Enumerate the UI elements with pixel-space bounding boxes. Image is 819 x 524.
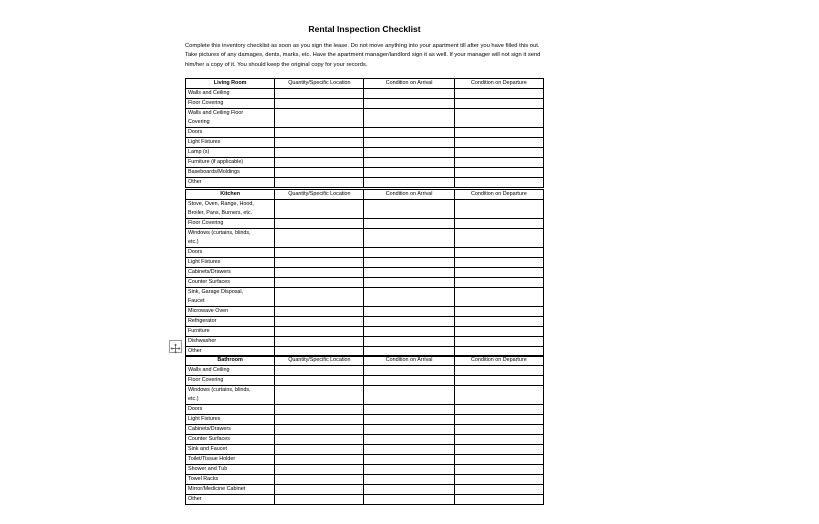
item-label xyxy=(186,386,275,405)
entry-cell[interactable] xyxy=(275,327,364,337)
entry-cell[interactable] xyxy=(454,258,543,268)
entry-cell[interactable] xyxy=(364,288,454,307)
entry-cell[interactable] xyxy=(364,278,454,288)
entry-cell[interactable] xyxy=(454,307,543,317)
entry-cell[interactable] xyxy=(454,278,543,288)
item-label xyxy=(186,415,275,425)
header-row xyxy=(186,79,544,89)
entry-cell[interactable] xyxy=(454,148,543,158)
table-row xyxy=(186,99,544,109)
entry-cell[interactable] xyxy=(275,495,364,505)
column-header: Quantity/Specific Location xyxy=(275,356,364,366)
entry-cell[interactable] xyxy=(454,89,543,99)
entry-cell[interactable] xyxy=(454,386,543,405)
table-row xyxy=(186,258,544,268)
entry-cell[interactable] xyxy=(275,268,364,278)
room-heading: Bathroom xyxy=(186,356,275,366)
table-row xyxy=(186,168,544,178)
document-title: Rental Inspection Checklist xyxy=(308,24,421,34)
column-header: Condition on Departure xyxy=(454,79,543,89)
entry-cell[interactable] xyxy=(364,327,454,337)
entry-cell[interactable] xyxy=(275,89,364,99)
column-header: Condition on Arrival xyxy=(364,79,454,89)
entry-cell[interactable] xyxy=(275,278,364,288)
item-label xyxy=(186,435,275,445)
entry-cell[interactable] xyxy=(454,128,543,138)
entry-cell[interactable] xyxy=(275,200,364,219)
entry-cell[interactable] xyxy=(364,268,454,278)
table-row xyxy=(186,425,544,435)
entry-cell[interactable] xyxy=(275,485,364,495)
entry-cell[interactable] xyxy=(275,317,364,327)
table-move-handle[interactable] xyxy=(169,340,182,353)
item-label xyxy=(186,485,275,495)
kitchen-table xyxy=(185,189,544,357)
entry-cell[interactable] xyxy=(364,475,454,485)
entry-cell[interactable] xyxy=(454,327,543,337)
entry-cell[interactable] xyxy=(364,405,454,415)
entry-cell[interactable] xyxy=(454,337,543,347)
move-arrows-icon xyxy=(170,343,181,354)
entry-cell[interactable] xyxy=(275,415,364,425)
room-heading: Kitchen xyxy=(186,190,275,200)
entry-cell[interactable] xyxy=(454,465,543,475)
table-row xyxy=(186,405,544,415)
table-row xyxy=(186,268,544,278)
entry-cell[interactable] xyxy=(454,168,543,178)
entry-cell[interactable] xyxy=(364,200,454,219)
item-label xyxy=(186,229,275,248)
entry-cell[interactable] xyxy=(454,288,543,307)
entry-cell[interactable] xyxy=(364,366,454,376)
entry-cell[interactable] xyxy=(364,445,454,455)
table-row xyxy=(186,455,544,465)
item-label xyxy=(186,465,275,475)
entry-cell[interactable] xyxy=(364,219,454,229)
entry-cell[interactable] xyxy=(454,99,543,109)
item-label-line: Doors xyxy=(188,249,203,255)
entry-cell[interactable] xyxy=(275,475,364,485)
table-row xyxy=(186,278,544,288)
column-header: Condition on Arrival xyxy=(364,190,454,200)
entry-cell[interactable] xyxy=(275,307,364,317)
entry-cell[interactable] xyxy=(454,200,543,219)
item-label xyxy=(186,178,275,188)
entry-cell[interactable] xyxy=(364,455,454,465)
item-label-line: Shower and Tub xyxy=(188,466,228,472)
item-label xyxy=(186,99,275,109)
table-row xyxy=(186,327,544,337)
entry-cell[interactable] xyxy=(364,168,454,178)
table-row xyxy=(186,376,544,386)
entry-cell[interactable] xyxy=(275,138,364,148)
item-label-line: Floor Covering xyxy=(188,100,224,106)
entry-cell[interactable] xyxy=(454,425,543,435)
entry-cell[interactable] xyxy=(454,366,543,376)
entry-cell[interactable] xyxy=(454,455,543,465)
table-row xyxy=(186,288,544,307)
item-label-line: Cabinets/Drawers xyxy=(188,269,231,275)
table-row xyxy=(186,128,544,138)
entry-cell[interactable] xyxy=(454,445,543,455)
entry-cell[interactable] xyxy=(364,485,454,495)
table-row xyxy=(186,307,544,317)
item-label-line: Walls and Ceiling Floor xyxy=(188,110,244,116)
item-label xyxy=(186,219,275,229)
item-label-line: Other xyxy=(188,496,202,502)
table-row xyxy=(186,200,544,219)
item-label-line: Stove, Oven, Range, Hood, xyxy=(188,201,254,207)
item-label-line: Counter Surfaces xyxy=(188,279,230,285)
entry-cell[interactable] xyxy=(275,229,364,248)
item-label xyxy=(186,278,275,288)
header-row xyxy=(186,190,544,200)
item-label-line: Light Fixtures xyxy=(188,259,221,265)
item-label xyxy=(186,495,275,505)
intro-paragraph: Complete this inventory checklist as soon as you sign the lease. Do not move anything into your apartment till after you have filled this out. Take pictures of any damages, dents, marks, etc. Have the apartment manager/landlord sign it as well. If your manager will not sign it send him/her a copy of it. You should keep the original copy for your records. xyxy=(185,43,541,68)
item-label xyxy=(186,366,275,376)
item-label-line: etc.) xyxy=(188,396,199,402)
entry-cell[interactable] xyxy=(275,376,364,386)
item-label xyxy=(186,158,275,168)
item-label-line: Towel Racks xyxy=(188,476,219,482)
item-label xyxy=(186,288,275,307)
item-label-line: Dishwasher xyxy=(188,338,217,344)
item-label xyxy=(186,268,275,278)
item-label-line: Doors xyxy=(188,406,203,412)
item-label xyxy=(186,138,275,148)
item-label-line: Floor Covering xyxy=(188,377,224,383)
entry-cell[interactable] xyxy=(364,465,454,475)
entry-cell[interactable] xyxy=(454,435,543,445)
item-label xyxy=(186,455,275,465)
item-label xyxy=(186,337,275,347)
item-label xyxy=(186,248,275,258)
entry-cell[interactable] xyxy=(364,307,454,317)
item-label-line: Refrigerator xyxy=(188,318,217,324)
table-row xyxy=(186,445,544,455)
item-label-line: Doors xyxy=(188,129,203,135)
table-row xyxy=(186,415,544,425)
entry-cell[interactable] xyxy=(454,475,543,485)
room-heading: Living Room xyxy=(186,79,275,89)
item-label xyxy=(186,258,275,268)
entry-cell[interactable] xyxy=(454,268,543,278)
table-row xyxy=(186,465,544,475)
entry-cell[interactable] xyxy=(275,425,364,435)
header-row xyxy=(186,356,544,366)
entry-cell[interactable] xyxy=(364,89,454,99)
table-row xyxy=(186,158,544,168)
entry-cell[interactable] xyxy=(364,337,454,347)
entry-cell[interactable] xyxy=(454,219,543,229)
table-row xyxy=(186,229,544,248)
table-row xyxy=(186,178,544,188)
item-label xyxy=(186,425,275,435)
item-label xyxy=(186,307,275,317)
item-label-line: Other xyxy=(188,179,202,185)
entry-cell[interactable] xyxy=(454,109,543,128)
entry-cell[interactable] xyxy=(275,248,364,258)
entry-cell[interactable] xyxy=(275,258,364,268)
column-header: Condition on Departure xyxy=(454,356,543,366)
entry-cell[interactable] xyxy=(364,158,454,168)
item-label-line: Sink and Faucet xyxy=(188,446,227,452)
item-label-line: Microwave Oven xyxy=(188,308,229,314)
table-row xyxy=(186,89,544,99)
entry-cell[interactable] xyxy=(454,158,543,168)
item-label xyxy=(186,168,275,178)
item-label xyxy=(186,200,275,219)
entry-cell[interactable] xyxy=(364,148,454,158)
item-label xyxy=(186,327,275,337)
table-row xyxy=(186,475,544,485)
entry-cell[interactable] xyxy=(364,229,454,248)
entry-cell[interactable] xyxy=(275,435,364,445)
table-row xyxy=(186,485,544,495)
entry-cell[interactable] xyxy=(454,376,543,386)
entry-cell[interactable] xyxy=(275,219,364,229)
column-header: Quantity/Specific Location xyxy=(275,79,364,89)
item-label xyxy=(186,89,275,99)
item-label xyxy=(186,376,275,386)
entry-cell[interactable] xyxy=(454,485,543,495)
entry-cell[interactable] xyxy=(364,248,454,258)
item-label-line: Light Fixtures xyxy=(188,416,221,422)
bathroom-table xyxy=(185,355,544,505)
item-label-line: Light Fixtures xyxy=(188,139,221,145)
item-label-line: Covering xyxy=(188,119,210,125)
item-label-line: Lamp (s) xyxy=(188,149,210,155)
entry-cell[interactable] xyxy=(364,415,454,425)
entry-cell[interactable] xyxy=(364,109,454,128)
entry-cell[interactable] xyxy=(275,405,364,415)
entry-cell[interactable] xyxy=(275,99,364,109)
entry-cell[interactable] xyxy=(275,337,364,347)
entry-cell[interactable] xyxy=(364,138,454,148)
item-label-line: Sink, Garage Disposal, xyxy=(188,289,244,295)
table-row xyxy=(186,248,544,258)
entry-cell[interactable] xyxy=(454,405,543,415)
entry-cell[interactable] xyxy=(275,455,364,465)
table-row xyxy=(186,148,544,158)
item-label-line: etc.) xyxy=(188,239,199,245)
entry-cell[interactable] xyxy=(454,495,543,505)
column-header: Quantity/Specific Location xyxy=(275,190,364,200)
item-label-line: Floor Covering xyxy=(188,220,224,226)
entry-cell[interactable] xyxy=(275,366,364,376)
entry-cell[interactable] xyxy=(275,288,364,307)
table-row xyxy=(186,386,544,405)
entry-cell[interactable] xyxy=(364,386,454,405)
item-label xyxy=(186,445,275,455)
item-label-line: Baseboards/Moldings xyxy=(188,169,240,175)
entry-cell[interactable] xyxy=(364,425,454,435)
item-label-line: Faucet xyxy=(188,298,205,304)
item-label-line: Broiler, Pans, Burners, etc. xyxy=(188,210,253,216)
entry-cell[interactable] xyxy=(454,229,543,248)
item-label-line: Walls and Ceiling xyxy=(188,367,230,373)
entry-cell[interactable] xyxy=(454,317,543,327)
table-row xyxy=(186,435,544,445)
table-row xyxy=(186,366,544,376)
entry-cell[interactable] xyxy=(275,178,364,188)
entry-cell[interactable] xyxy=(454,415,543,425)
entry-cell[interactable] xyxy=(275,386,364,405)
entry-cell[interactable] xyxy=(275,128,364,138)
entry-cell[interactable] xyxy=(454,138,543,148)
entry-cell[interactable] xyxy=(364,178,454,188)
living-room-table xyxy=(185,78,544,188)
item-label-line: Cabinets/Drawers xyxy=(188,426,231,432)
item-label-line: Counter Surfaces xyxy=(188,436,230,442)
entry-cell[interactable] xyxy=(275,168,364,178)
table-row xyxy=(186,138,544,148)
entry-cell[interactable] xyxy=(364,495,454,505)
entry-cell[interactable] xyxy=(364,128,454,138)
item-label xyxy=(186,109,275,128)
entry-cell[interactable] xyxy=(454,178,543,188)
entry-cell[interactable] xyxy=(364,376,454,386)
entry-cell[interactable] xyxy=(275,158,364,168)
entry-cell[interactable] xyxy=(364,99,454,109)
entry-cell[interactable] xyxy=(364,258,454,268)
table-row xyxy=(186,337,544,347)
table-row xyxy=(186,109,544,128)
item-label-line: Walls and Ceiling xyxy=(188,90,230,96)
item-label-line: Toilet/Tissue Holder xyxy=(188,456,236,462)
entry-cell[interactable] xyxy=(364,317,454,327)
item-label-line: Windows (curtains, blinds, xyxy=(188,387,251,393)
item-label xyxy=(186,317,275,327)
column-header: Condition on Arrival xyxy=(364,356,454,366)
item-label xyxy=(186,148,275,158)
table-row xyxy=(186,219,544,229)
item-label xyxy=(186,128,275,138)
item-label xyxy=(186,475,275,485)
table-row xyxy=(186,495,544,505)
column-header: Condition on Departure xyxy=(454,190,543,200)
item-label-line: Furniture xyxy=(188,328,210,334)
entry-cell[interactable] xyxy=(364,435,454,445)
entry-cell[interactable] xyxy=(275,445,364,455)
item-label-line: Furniture (if applicable) xyxy=(188,159,244,165)
entry-cell[interactable] xyxy=(275,148,364,158)
table-row xyxy=(186,317,544,327)
item-label xyxy=(186,405,275,415)
item-label-line: Windows (curtains, blinds, xyxy=(188,230,251,236)
item-label-line: Other xyxy=(188,348,202,354)
entry-cell[interactable] xyxy=(275,109,364,128)
entry-cell[interactable] xyxy=(454,248,543,258)
entry-cell[interactable] xyxy=(275,465,364,475)
item-label-line: Mirror/Medicine Cabinet xyxy=(188,486,246,492)
